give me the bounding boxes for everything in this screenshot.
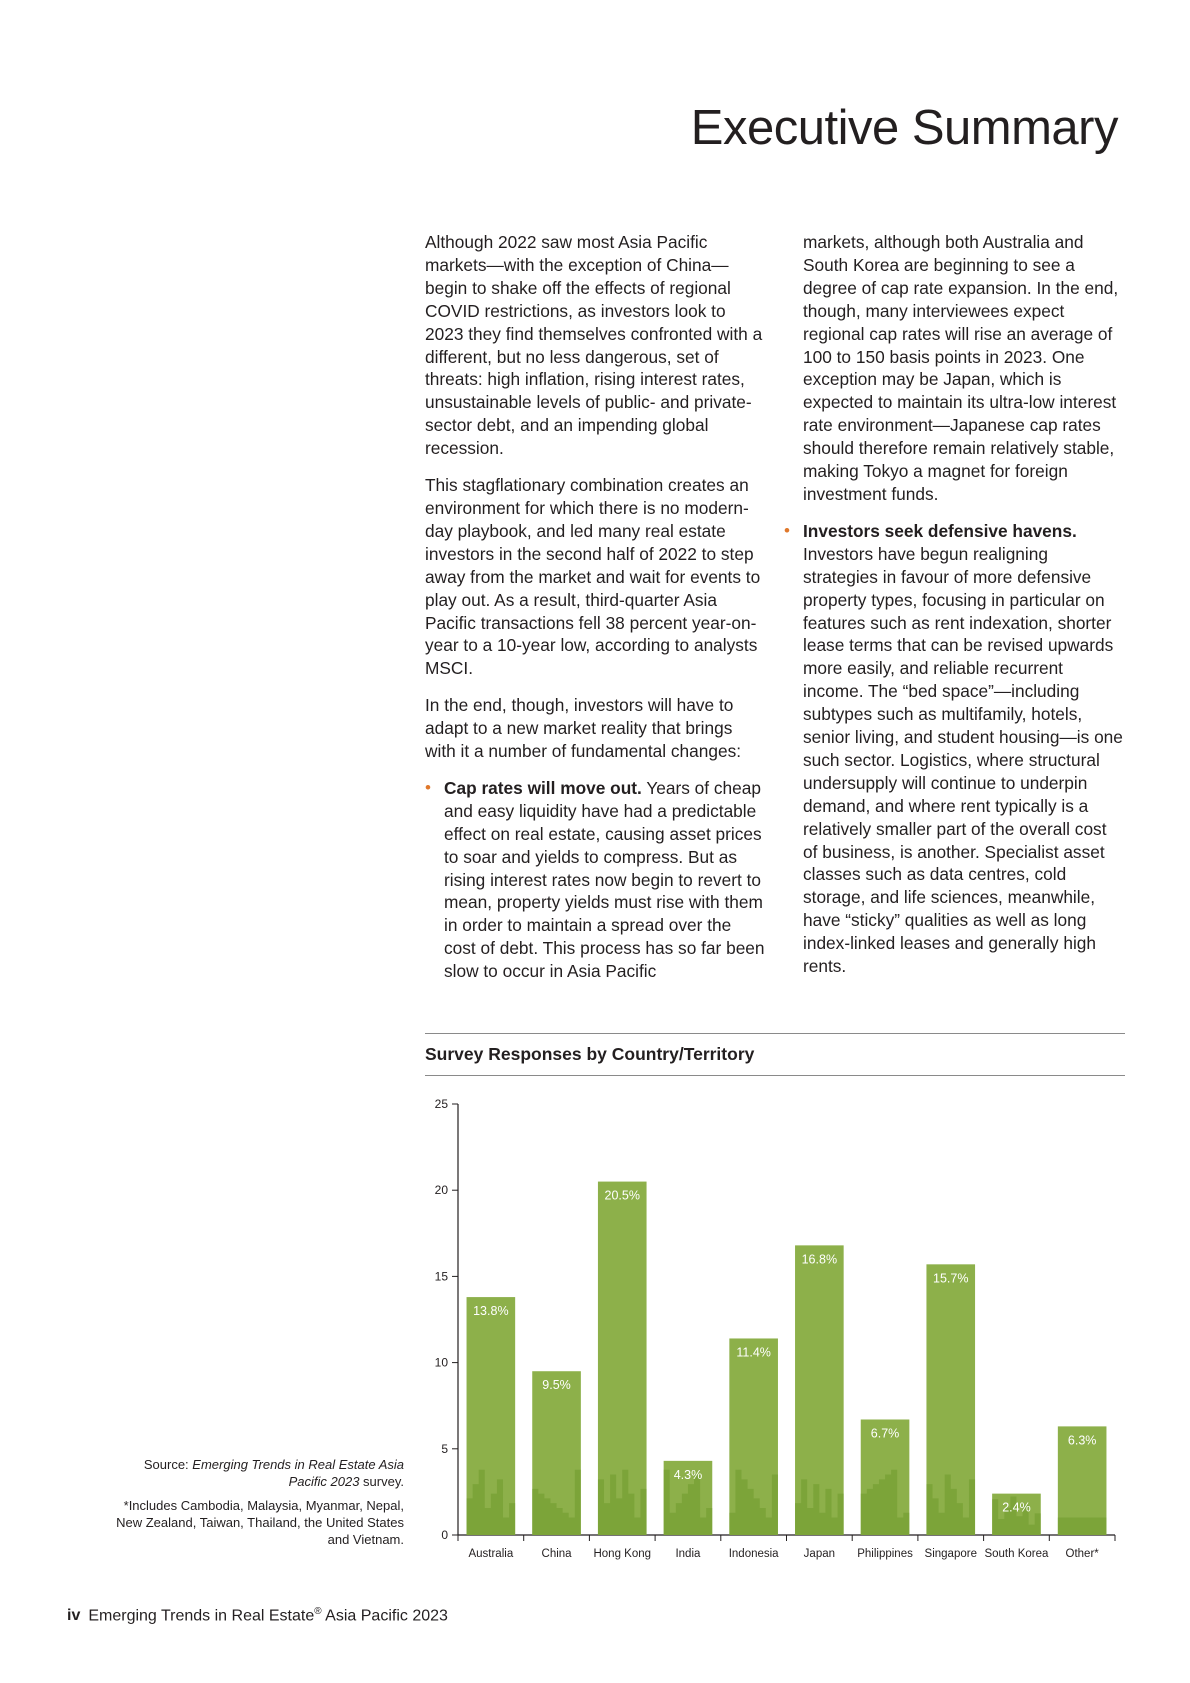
data-label: 6.7%: [870, 1426, 900, 1441]
category-label: Hong Kong: [593, 1548, 652, 1560]
category-label: Japan: [803, 1548, 836, 1560]
paragraph: In the end, though, investors will have to adapt to a new market reality that brings with it a number of fundamental changes:: [425, 695, 742, 762]
bullet-heading: Cap rates will move out.: [444, 777, 642, 798]
category-label: China: [541, 1548, 572, 1560]
data-label: 9.5%: [542, 1378, 571, 1393]
data-label: 13.8%: [473, 1304, 509, 1319]
text-column-right: [784, 231, 1125, 992]
category-label: Australia: [468, 1548, 514, 1560]
data-label: 4.3%: [673, 1467, 703, 1482]
source-title: Emerging Trends in Real Estate Asia Pacific 2023: [192, 1457, 404, 1489]
y-tick-label: 0: [441, 1528, 448, 1542]
source-prefix: Source:: [143, 1457, 193, 1472]
bullet-icon: •: [784, 520, 790, 540]
category-label: India: [675, 1548, 701, 1560]
page-title: Executive Summary: [690, 101, 1118, 155]
bullet-icon: •: [425, 777, 431, 797]
category-label: South Korea: [984, 1548, 1049, 1560]
y-tick-label: 20: [434, 1183, 448, 1198]
source-suffix: survey.: [359, 1474, 404, 1489]
bullet-text: Investors have begun realigning strategies in favour of more defensive property types, focusing in particular on features such as rent indexation, shorter lease terms that can be revised upwards more easily, and reliable recurrent income. The “bed space”—including subtypes such as multifamily, hotels, senior living, and student housing—is one such sector. Logistics, where structural undersupply will continue to underpin demand, and where rent typically is a relatively smaller part of the overall cost of business, is another. Specialist asset classes such as data centres, cold storage, and life sciences, meanwhile, have “sticky” qualities as well as long index-linked leases and generally high rents.: [803, 543, 1123, 977]
paragraph: markets, although both Australia and South Korea are beginning to see a degree of cap rate expansion. In the end, though, many interviewees expect regional cap rates will rise an average of 100 to 150 basis points in 2023. One exception may be Japan, which is expected to maintain its ultra-low interest rate environment—Japanese cap rates should therefore remain relatively stable, making Tokyo a magnet for foreign investment funds.: [803, 232, 1119, 504]
category-label: Other*: [1065, 1548, 1099, 1560]
data-label: 6.3%: [1067, 1433, 1097, 1448]
registered-mark: ®: [314, 1606, 322, 1617]
y-tick-label: 25: [434, 1097, 448, 1111]
skyline-silhouette: [1058, 1518, 1107, 1536]
source-note: *Includes Cambodia, Malaysia, Myanmar, Nepal, New Zealand, Taiwan, Thailand, the United States and Vietnam.: [116, 1498, 404, 1547]
paragraph: Although 2022 saw most Asia Pacific markets—with the exception of China—begin to shake off the effects of regional COVID restrictions, as investors look to 2023 they find themselves confronted with a different, but no less dangerous, set of threats: high inflation, rising interest rates, unsustainable levels of public- and private-sector debt, and an impending global recession.: [425, 232, 763, 459]
text-column-left: [425, 231, 765, 997]
data-label: 15.7%: [933, 1271, 969, 1286]
publication-year: Asia Pacific 2023: [321, 1607, 448, 1625]
category-label: Indonesia: [728, 1548, 779, 1560]
chart-title: Survey Responses by Country/Territory: [425, 1044, 755, 1064]
category-label: Singapore: [924, 1548, 977, 1560]
paragraph: This stagflationary combination creates an environment for which there is no modern-day playbook, and led many real estate investors in the second half of 2022 to step away from the market and wait for events to play out. As a result, third-quarter Asia Pacific transactions fell 38 percent year-on-year to a 10-year low, according to analysts MSCI.: [425, 475, 761, 679]
data-label: 16.8%: [801, 1252, 838, 1267]
bullet-heading: Investors seek defensive havens.: [803, 520, 1077, 541]
chart-top-rule: [425, 1033, 1125, 1034]
data-label: 2.4%: [1002, 1500, 1031, 1515]
bullet-item: [425, 777, 765, 983]
data-label: 20.5%: [604, 1188, 640, 1203]
publication-name: Emerging Trends in Real Estate: [88, 1607, 315, 1625]
page-number: iv: [67, 1607, 81, 1625]
bullet-item: [784, 520, 1125, 978]
bar-chart: [425, 1090, 1125, 1560]
y-tick-label: 5: [441, 1441, 448, 1456]
y-tick-label: 15: [434, 1269, 448, 1284]
page-footer: [67, 1606, 448, 1625]
source-line: [104, 1456, 404, 1490]
chart-title-rule: [425, 1075, 1125, 1076]
chart-source: [104, 1456, 404, 1555]
category-label: Philippines: [857, 1548, 913, 1560]
y-tick-label: 10: [434, 1355, 448, 1370]
bullet-text: Years of cheap and easy liquidity have had a predictable effect on real estate, causing asset prices to soar and yields to compress. But as rising interest rates now begin to revert to mean, property yields must rise with them in order to maintain a spread over the cost of debt. This process has so far been slow to occur in Asia Pacific: [444, 777, 765, 982]
data-label: 11.4%: [736, 1345, 771, 1360]
